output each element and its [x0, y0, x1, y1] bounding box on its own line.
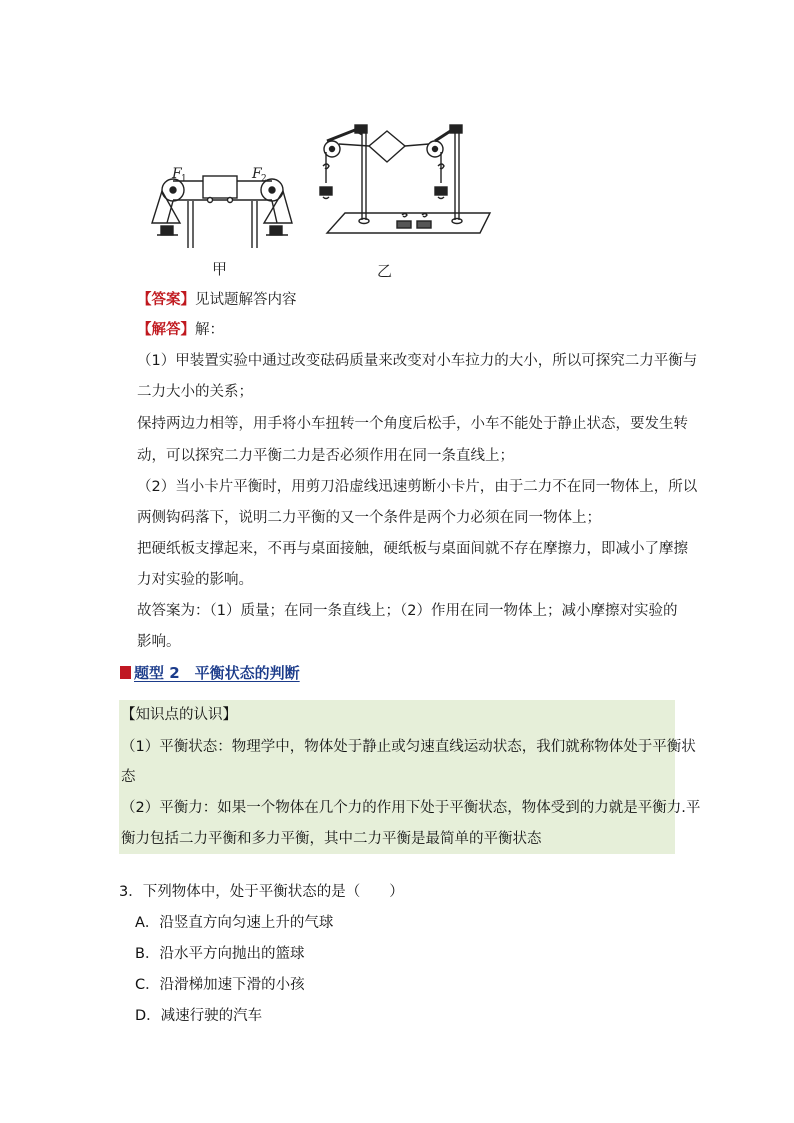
- knowledge-line: （2）平衡力：如果一个物体在几个力的作用下处于平衡状态，物体受到的力就是平衡力.平: [121, 800, 701, 816]
- label-f2: F: [252, 166, 262, 182]
- knowledge-heading: 【知识点的认识】: [121, 707, 237, 723]
- knowledge-line: 衡力包括二力平衡和多力平衡，其中二力平衡是最简单的平衡状态: [121, 831, 542, 847]
- solution-line: （2）当小卡片平衡时，用剪刀沿虚线迅速剪断小卡片，由于二力不在同一物体上，所以: [137, 479, 698, 495]
- answer-tag: 【答案】: [137, 292, 195, 308]
- question-option-d: D．减速行驶的汽车: [135, 1008, 263, 1024]
- label-f1: F: [172, 166, 182, 182]
- solution-line: 力对实验的影响。: [137, 572, 253, 588]
- solution-line: 故答案为：（1）质量；在同一条直线上；（2）作用在同一物体上；减小摩擦对实验的: [137, 603, 678, 619]
- experiment-figures: [140, 108, 500, 283]
- figure-jia-diagram: [152, 176, 292, 248]
- solution-line: 影响。: [137, 634, 181, 650]
- knowledge-line: 态: [121, 769, 136, 785]
- solution-tag: 【解答】: [137, 322, 195, 338]
- knowledge-box: [119, 700, 701, 854]
- section-title: [120, 662, 300, 683]
- solution-line: 保持两边力相等，用手将小车扭转一个角度后松手，小车不能处于静止状态，要发生转: [137, 416, 688, 432]
- question-option-a: A．沿竖直方向匀速上升的气球: [135, 915, 334, 931]
- solution-line: 二力大小的关系；: [137, 384, 253, 400]
- question-stem: 3．下列物体中，处于平衡状态的是（ ）: [119, 884, 404, 900]
- apparatus-diagrams: [140, 108, 500, 283]
- figure-caption-jia: 甲: [212, 260, 228, 278]
- answer-text: 见试题解答内容: [195, 292, 297, 308]
- solution-line: （1）甲装置实验中通过改变砝码质量来改变对小车拉力的大小，所以可探究二力平衡与: [137, 353, 698, 369]
- label-f2-sub: 2: [261, 174, 267, 184]
- solution-line: 动，可以探究二力平衡二力是否必须作用在同一条直线上；: [137, 448, 514, 464]
- section-title-text: 题型 2 平衡状态的判断: [134, 664, 300, 682]
- solution-line: 两侧钩码落下，说明二力平衡的又一个条件是两个力必须在同一物体上；: [137, 510, 601, 526]
- figure-caption-yi: 乙: [377, 262, 393, 280]
- question-option-c: C．沿滑梯加速下滑的小孩: [135, 977, 305, 993]
- section-marker-icon: [120, 666, 131, 679]
- question-option-b: B．沿水平方向抛出的篮球: [135, 946, 305, 962]
- knowledge-line: （1）平衡状态：物理学中，物体处于静止或匀速直线运动状态，我们就称物体处于平衡状: [121, 739, 696, 755]
- solution-lead: 解：: [195, 322, 224, 338]
- solution-line: 把硬纸板支撑起来，不再与桌面接触，硬纸板与桌面间就不存在摩擦力，即减小了摩擦: [137, 541, 688, 557]
- figure-yi-diagram: [320, 125, 490, 233]
- answer-line: [137, 290, 297, 310]
- label-f1-sub: 1: [181, 174, 187, 184]
- solution-heading: [137, 320, 224, 340]
